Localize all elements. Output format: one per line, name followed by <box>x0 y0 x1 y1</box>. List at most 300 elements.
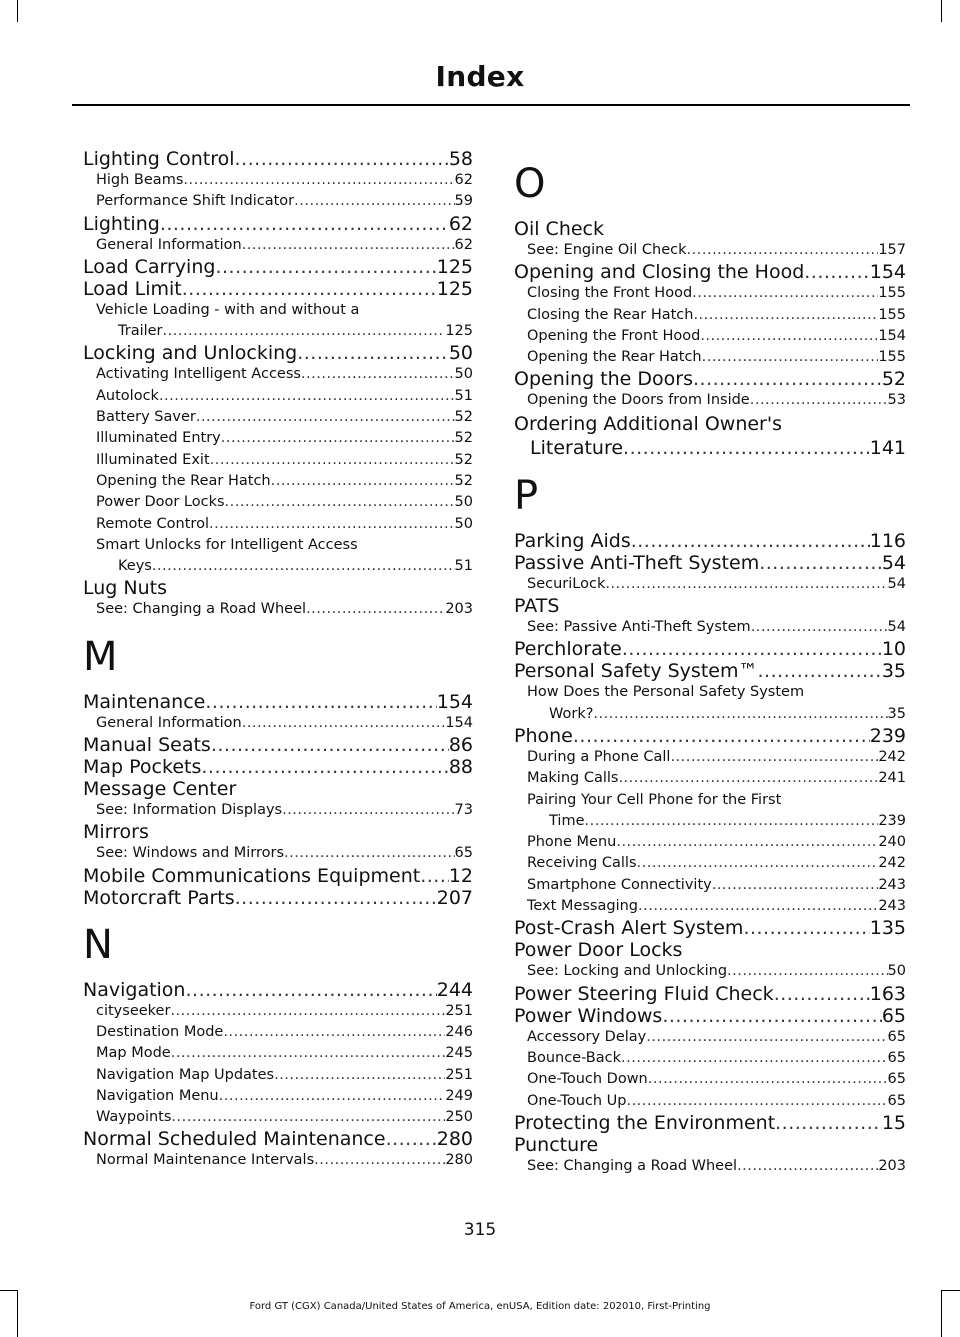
index-entry[interactable] <box>83 278 473 300</box>
dot-leader <box>593 704 887 725</box>
entry-label: Closing the Front Hood <box>527 285 693 302</box>
dot-leader <box>183 170 454 191</box>
crop-mark-bottom-right-v <box>941 1290 942 1337</box>
entry-label: See: Changing a Road Wheel <box>527 1157 738 1174</box>
dot-leader <box>210 450 455 471</box>
page-reference[interactable]: 86 <box>448 734 473 757</box>
crop-mark-top-left <box>17 0 18 22</box>
dot-leader <box>196 407 455 428</box>
page-reference[interactable]: 58 <box>448 148 473 170</box>
index-subentry[interactable] <box>514 853 906 874</box>
page-reference[interactable]: 10 <box>881 638 906 661</box>
index-entry[interactable] <box>514 660 906 682</box>
entry-label: cityseeker <box>96 1002 171 1019</box>
page-reference[interactable]: 280 <box>436 1128 473 1151</box>
index-subentry[interactable] <box>514 240 906 261</box>
entry-label: General Information <box>96 236 242 253</box>
index-entry[interactable] <box>83 979 473 1001</box>
index-subentry[interactable] <box>83 471 473 492</box>
index-entry[interactable] <box>83 213 473 235</box>
index-subentry[interactable] <box>514 574 906 595</box>
index-subentry[interactable] <box>514 1027 906 1048</box>
page-reference[interactable]: 62 <box>448 212 473 235</box>
index-subentry[interactable] <box>83 170 473 191</box>
index-entry[interactable] <box>83 256 473 278</box>
dot-leader <box>648 1069 888 1090</box>
index-subentry[interactable] <box>514 1091 906 1112</box>
page-reference[interactable]: 15 <box>881 1111 906 1134</box>
entry-continuation <box>96 556 473 577</box>
index-entry[interactable] <box>514 412 906 460</box>
page-reference[interactable]: 246 <box>445 1023 473 1040</box>
page-reference[interactable]: 54 <box>881 551 906 574</box>
page-reference[interactable]: 154 <box>445 714 473 731</box>
dot-leader <box>215 256 436 278</box>
dot-leader <box>700 326 878 347</box>
page-reference[interactable]: 154 <box>869 261 906 284</box>
page-reference[interactable]: 65 <box>881 1004 906 1027</box>
entry-label: One-Touch Up <box>527 1092 627 1109</box>
page-reference[interactable]: 203 <box>878 1157 906 1174</box>
index-subentry[interactable] <box>514 896 906 917</box>
dot-leader <box>750 390 888 411</box>
dot-leader <box>152 556 455 577</box>
entry-label: Power Windows <box>514 1004 663 1027</box>
entry-label: See: Changing a Road Wheel <box>96 601 307 618</box>
page-reference[interactable]: 245 <box>445 1045 473 1062</box>
section-letter: N <box>83 921 113 968</box>
dot-leader <box>751 617 888 638</box>
dot-leader <box>737 1156 878 1177</box>
page-reference[interactable]: 203 <box>445 601 473 618</box>
index-subentry[interactable] <box>83 1150 473 1171</box>
dot-leader <box>573 725 870 747</box>
dot-leader <box>759 552 882 574</box>
dot-leader <box>159 386 455 407</box>
index-entry: Power Door Locks <box>514 939 683 962</box>
index-entry[interactable] <box>514 530 906 552</box>
index-subentry[interactable] <box>83 1022 473 1043</box>
entry-label: Phone Menu <box>527 834 617 851</box>
page-reference[interactable]: 280 <box>445 1152 473 1169</box>
index-subentry[interactable] <box>514 283 906 304</box>
page-reference[interactable]: 50 <box>454 515 473 532</box>
entry-label: Motorcraft Parts <box>83 886 235 909</box>
entry-label: See: Passive Anti-Theft System <box>527 619 751 636</box>
page-reference[interactable]: 35 <box>881 660 906 683</box>
entry-label: Map Mode <box>96 1045 171 1062</box>
page-reference[interactable]: 135 <box>869 917 906 940</box>
dot-leader <box>209 514 455 535</box>
page-reference[interactable]: 155 <box>878 349 906 366</box>
page-reference[interactable]: 51 <box>454 387 473 404</box>
dot-leader <box>585 811 879 832</box>
entry-label: Accessory Delay <box>527 1028 647 1045</box>
entry-label: Ordering Additional Owner's <box>514 412 782 435</box>
page-reference[interactable]: 239 <box>869 724 906 747</box>
index-subentry[interactable] <box>514 768 906 789</box>
index-subentry[interactable] <box>514 790 906 833</box>
dot-leader <box>420 865 449 887</box>
page-reference[interactable]: 65 <box>887 1049 906 1066</box>
index-entry[interactable] <box>83 691 473 713</box>
dot-leader <box>623 436 870 460</box>
page-reference[interactable]: 240 <box>878 834 906 851</box>
entry-label: Navigation Menu <box>96 1087 219 1104</box>
page-reference[interactable]: 207 <box>436 886 473 909</box>
dot-leader <box>693 305 878 326</box>
page-reference[interactable]: 62 <box>454 172 473 188</box>
entry-label: Vehicle Loading - with and without a <box>96 301 360 318</box>
crop-mark-bottom-left-h <box>0 1290 18 1291</box>
dot-leader <box>306 599 445 620</box>
dot-leader <box>271 471 455 492</box>
page-reference[interactable]: 125 <box>445 323 473 340</box>
entry-label: Manual Seats <box>83 734 211 757</box>
index-subentry[interactable] <box>514 390 906 411</box>
entry-label: Activating Intelligent Access <box>96 366 301 383</box>
index-entry[interactable] <box>83 734 473 756</box>
dot-leader <box>314 1150 445 1171</box>
index-entry[interactable] <box>83 865 473 887</box>
index-subentry[interactable] <box>83 1043 473 1064</box>
index-subentry[interactable] <box>83 386 473 407</box>
dot-leader <box>171 1107 445 1128</box>
entry-label: See: Locking and Unlocking <box>527 963 728 980</box>
dot-leader <box>646 1027 887 1048</box>
entry-label: Perchlorate <box>514 638 622 661</box>
entry-label-continued: Time <box>549 812 585 829</box>
index-subentry[interactable] <box>83 800 473 821</box>
dot-leader <box>211 734 449 756</box>
entry-label: Navigation Map Updates <box>96 1066 275 1083</box>
entry-label: Protecting the Environment <box>514 1111 776 1134</box>
dot-leader <box>626 1091 887 1112</box>
index-entry[interactable] <box>83 756 473 778</box>
entry-label: SecuriLock <box>527 575 606 592</box>
entry-label: See: Engine Oil Check <box>527 242 687 258</box>
index-subentry[interactable] <box>83 514 473 535</box>
dot-leader <box>637 853 879 874</box>
index-subentry[interactable] <box>514 1156 906 1177</box>
entry-label: Performance Shift Indicator <box>96 193 295 210</box>
dot-leader <box>282 800 454 821</box>
index-subentry[interactable] <box>514 347 906 368</box>
index-entry[interactable] <box>514 261 906 283</box>
page-reference[interactable]: 50 <box>454 494 473 511</box>
entry-label-continued: Keys <box>118 558 152 575</box>
index-entry[interactable] <box>514 917 906 939</box>
crop-mark-bottom-left-v <box>17 1290 18 1337</box>
entry-label: Opening and Closing the Hood <box>514 261 805 284</box>
dot-leader <box>171 1043 446 1064</box>
index-entry[interactable] <box>514 1005 906 1027</box>
entry-label: Phone <box>514 724 573 747</box>
page-reference[interactable]: 54 <box>887 575 906 592</box>
page-reference[interactable]: 12 <box>448 864 473 887</box>
page-reference[interactable]: 249 <box>445 1087 473 1104</box>
entry-label: Illuminated Entry <box>96 430 221 447</box>
dot-leader <box>712 875 879 896</box>
entry-label: Lighting <box>83 212 160 235</box>
dot-leader <box>757 660 881 682</box>
dot-leader <box>670 747 878 768</box>
dot-leader <box>702 347 879 368</box>
index-entry: Oil Check <box>514 218 604 240</box>
page-reference[interactable]: 73 <box>454 802 473 819</box>
entry-label: Opening the Front Hood <box>527 327 701 344</box>
page-reference[interactable]: 35 <box>887 705 906 722</box>
dot-leader <box>182 278 437 300</box>
entry-label: Power Door Locks <box>96 494 225 511</box>
dot-leader <box>170 1001 445 1022</box>
dot-leader <box>605 574 887 595</box>
page-reference[interactable]: 65 <box>887 1092 906 1109</box>
dot-leader <box>185 979 436 1001</box>
entry-label: Remote Control <box>96 515 209 532</box>
entry-label: High Beams <box>96 172 184 188</box>
page-reference[interactable]: 52 <box>454 472 473 489</box>
page-reference[interactable]: 50 <box>448 342 473 365</box>
page-reference[interactable]: 125 <box>436 277 473 300</box>
entry-label: See: Windows and Mirrors <box>96 845 285 862</box>
header-divider <box>72 104 910 106</box>
index-subentry[interactable] <box>83 364 473 385</box>
index-entry: Message Center <box>83 778 237 801</box>
page-reference[interactable]: 50 <box>454 366 473 383</box>
entry-label: Maintenance <box>83 690 206 713</box>
entry-label: General Information <box>96 714 242 731</box>
dot-leader <box>160 213 449 235</box>
dot-leader <box>221 428 455 449</box>
index-subentry[interactable] <box>83 1065 473 1086</box>
entry-label: Making Calls <box>527 770 619 787</box>
entry-label: Opening the Doors from Inside <box>527 392 750 409</box>
dot-leader <box>662 1005 882 1027</box>
index-entry[interactable] <box>514 368 906 390</box>
dot-leader <box>225 492 455 513</box>
page-reference[interactable]: 250 <box>445 1109 473 1126</box>
page-reference[interactable]: 88 <box>448 756 473 779</box>
page-reference[interactable]: 54 <box>887 619 906 636</box>
dot-leader <box>687 240 879 261</box>
page-reference[interactable]: 52 <box>454 430 473 447</box>
page-reference[interactable]: 50 <box>887 963 906 980</box>
entry-label: Post-Crash Alert System <box>514 917 744 940</box>
index-entry[interactable] <box>514 1112 906 1134</box>
index-subentry[interactable] <box>514 1069 906 1090</box>
page-reference[interactable]: 65 <box>454 845 473 862</box>
entry-label: Navigation <box>83 978 186 1001</box>
page-reference[interactable]: 53 <box>887 392 906 409</box>
entry-label: Normal Scheduled Maintenance <box>83 1128 386 1151</box>
index-entry: Puncture <box>514 1133 599 1156</box>
entry-label: Text Messaging <box>527 898 638 915</box>
page-reference[interactable]: 62 <box>454 236 473 253</box>
entry-label: Autolock <box>96 387 159 404</box>
index-entry: Lug Nuts <box>83 577 167 600</box>
index-subentry[interactable] <box>514 875 906 896</box>
index-entry[interactable] <box>514 983 906 1005</box>
entry-label: Parking Aids <box>514 529 631 552</box>
index-subentry[interactable] <box>83 535 473 578</box>
dot-leader <box>201 756 448 778</box>
entry-label: Locking and Unlocking <box>83 342 298 365</box>
entry-label: Mobile Communications Equipment <box>83 864 421 887</box>
index-subentry[interactable] <box>514 747 906 768</box>
index-subentry[interactable] <box>83 235 473 256</box>
page-reference[interactable]: 251 <box>445 1066 473 1083</box>
index-subentry[interactable] <box>83 428 473 449</box>
dot-leader <box>235 148 449 170</box>
dot-leader <box>743 917 869 939</box>
entry-continuation <box>527 811 906 832</box>
index-subentry[interactable] <box>83 1107 473 1128</box>
dot-leader <box>219 1086 446 1107</box>
page-reference[interactable]: 241 <box>878 770 906 787</box>
page-reference[interactable]: 52 <box>454 409 473 426</box>
section-letter: P <box>514 472 539 519</box>
dot-leader <box>616 832 878 853</box>
dot-leader <box>727 961 888 982</box>
index-subentry[interactable] <box>83 1086 473 1107</box>
page-reference[interactable]: 163 <box>869 982 906 1005</box>
entry-label: Power Steering Fluid Check <box>514 982 774 1005</box>
entry-label: Closing the Rear Hatch <box>527 306 694 323</box>
index-subentry[interactable] <box>83 843 473 864</box>
page-reference[interactable]: 59 <box>454 193 473 210</box>
entry-continuation <box>96 321 473 342</box>
index-entry[interactable] <box>83 1128 473 1150</box>
page-reference[interactable]: 141 <box>869 436 906 459</box>
page-reference[interactable]: 251 <box>445 1002 473 1019</box>
index-subentry[interactable] <box>83 191 473 212</box>
page-title: Index <box>435 60 525 93</box>
dot-leader <box>621 1048 888 1069</box>
page-reference[interactable]: 243 <box>878 898 906 915</box>
dot-leader <box>163 321 446 342</box>
dot-leader <box>205 691 436 713</box>
entry-label-continued: Work? <box>549 705 594 722</box>
entry-continuation <box>514 436 906 460</box>
page-reference[interactable]: 52 <box>881 368 906 391</box>
dot-leader <box>775 1112 882 1134</box>
index-entry[interactable] <box>83 342 473 364</box>
index-subentry[interactable] <box>83 713 473 734</box>
entry-label: Lighting Control <box>83 148 235 170</box>
index-subentry[interactable] <box>514 1048 906 1069</box>
index-subentry[interactable] <box>514 326 906 347</box>
index-entry[interactable] <box>514 638 906 660</box>
index-subentry[interactable] <box>83 450 473 471</box>
index-subentry[interactable] <box>514 961 906 982</box>
entry-label: Smartphone Connectivity <box>527 876 712 893</box>
dot-leader <box>284 843 455 864</box>
index-subentry[interactable] <box>514 617 906 638</box>
entry-label-continued: Literature <box>530 436 624 459</box>
index-entry: Mirrors <box>83 821 149 844</box>
page-reference[interactable]: 157 <box>878 242 906 258</box>
index-entry: PATS <box>514 595 560 618</box>
page-reference[interactable]: 154 <box>436 690 473 713</box>
entry-label: Opening the Doors <box>514 368 693 391</box>
entry-label: Load Carrying <box>83 255 216 278</box>
entry-label: Destination Mode <box>96 1023 224 1040</box>
dot-leader <box>223 1022 445 1043</box>
page-reference[interactable]: 52 <box>454 451 473 468</box>
entry-label: Receiving Calls <box>527 855 637 872</box>
index-entry[interactable] <box>514 552 906 574</box>
index-subentry[interactable] <box>514 832 906 853</box>
dot-leader <box>692 283 878 304</box>
index-subentry[interactable] <box>83 1001 473 1022</box>
entry-label: Smart Unlocks for Intelligent Access <box>96 536 358 553</box>
entry-label: Passive Anti-Theft System <box>514 551 760 574</box>
index-subentry[interactable] <box>514 305 906 326</box>
page-reference[interactable]: 243 <box>878 876 906 893</box>
dot-leader <box>618 768 878 789</box>
index-entry[interactable] <box>83 148 473 170</box>
dot-leader <box>297 342 449 364</box>
index-subentry[interactable] <box>83 300 473 343</box>
entry-label: Load Limit <box>83 277 182 300</box>
index-entry[interactable] <box>83 887 473 909</box>
dot-leader <box>235 887 437 909</box>
dot-leader <box>301 364 455 385</box>
page-reference[interactable]: 242 <box>878 748 906 765</box>
index-subentry[interactable] <box>83 492 473 513</box>
page-reference[interactable]: 116 <box>869 529 906 552</box>
entry-label: Illuminated Exit <box>96 451 210 468</box>
index-column-left <box>83 148 473 1172</box>
entry-label: Map Pockets <box>83 756 202 779</box>
entry-label: Battery Saver <box>96 409 196 426</box>
entry-label: Normal Maintenance Intervals <box>96 1152 315 1169</box>
section-letter: M <box>83 633 118 680</box>
page-reference[interactable]: 154 <box>878 327 906 344</box>
entry-continuation <box>527 704 906 725</box>
page-reference[interactable]: 242 <box>878 855 906 872</box>
dot-leader <box>774 983 870 1005</box>
entry-label: One-Touch Down <box>527 1071 648 1088</box>
entry-label: See: Information Displays <box>96 802 283 819</box>
dot-leader <box>631 530 870 552</box>
entry-label: Opening the Rear Hatch <box>527 349 702 366</box>
page-reference[interactable]: 65 <box>887 1028 906 1045</box>
entry-label: Bounce-Back <box>527 1049 622 1066</box>
entry-label-continued: Trailer <box>118 323 163 340</box>
dot-leader <box>638 896 878 917</box>
page-reference[interactable]: 239 <box>878 812 906 829</box>
section-letter: O <box>514 161 546 207</box>
page-reference[interactable]: 155 <box>878 285 906 302</box>
page-reference[interactable]: 65 <box>887 1071 906 1088</box>
crop-mark-bottom-right-h <box>941 1290 960 1291</box>
page-reference[interactable]: 125 <box>436 255 473 278</box>
dot-leader <box>242 235 455 256</box>
page-reference[interactable]: 51 <box>454 558 473 575</box>
index-subentry[interactable] <box>83 407 473 428</box>
index-entry[interactable] <box>514 725 906 747</box>
crop-mark-top-right <box>941 0 942 22</box>
page-reference[interactable]: 155 <box>878 306 906 323</box>
index-subentry[interactable] <box>514 682 906 725</box>
dot-leader <box>294 191 454 212</box>
index-subentry[interactable] <box>83 599 473 620</box>
page-reference[interactable]: 244 <box>436 978 473 1001</box>
index-column-right <box>514 148 906 1177</box>
dot-leader <box>242 713 446 734</box>
